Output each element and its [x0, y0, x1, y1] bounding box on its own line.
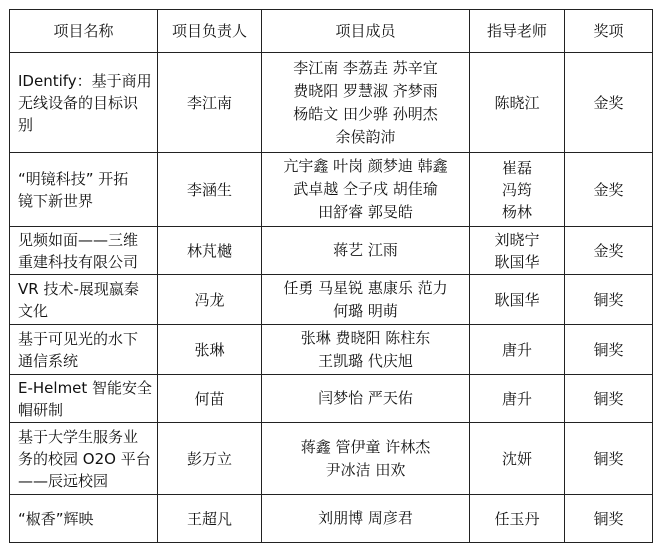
project-members-cell [262, 53, 470, 153]
advisor-cell [470, 325, 565, 375]
table-row [10, 227, 653, 275]
project-name-cell [10, 375, 158, 423]
project-members-cell [262, 275, 470, 325]
table-row [10, 375, 653, 423]
project-name-cell-line: 帽研制 [18, 400, 64, 419]
project-name-cell [10, 275, 158, 325]
award-cell: 金奖 [565, 153, 653, 227]
project-name-cell [10, 325, 158, 375]
project-name-cell-line: 别 [18, 115, 34, 134]
advisor-cell-line: 唐升 [501, 389, 532, 408]
project-name-cell [10, 495, 158, 543]
project-members-cell-line: 张琳 费晓阳 陈柱东 [300, 328, 431, 347]
award-cell: 铜奖 [565, 423, 653, 495]
project-leader-cell: 何苗 [158, 375, 262, 423]
project-members-cell [262, 153, 470, 227]
header-project-leader: 项目负责人 [158, 10, 262, 53]
award-cell: 金奖 [565, 53, 653, 153]
advisor-cell-line: 冯筠 [501, 180, 532, 199]
table-row [10, 275, 653, 325]
project-name-cell-line: 无线设备的目标识 [18, 93, 139, 112]
project-members-cell-line: 蒋艺 江雨 [333, 241, 398, 259]
table-body [10, 53, 653, 543]
project-name-cell-line: “明镜科技” 开拓 [18, 169, 129, 188]
project-members-cell-line: 李江南 李荔垚 苏辛宜 [293, 58, 438, 77]
project-name-cell-line: 文化 [18, 301, 49, 320]
advisor-cell [470, 275, 565, 325]
advisor-cell [470, 375, 565, 423]
project-name-cell-line: VR 技术-展现嬴秦 [18, 279, 139, 298]
project-members-cell-line: 尹冰洁 田欢 [325, 460, 406, 479]
project-members-cell-line: 任勇 马星锐 惠康乐 范力 [283, 278, 448, 297]
project-name-cell-line: 通信系统 [18, 351, 79, 370]
advisor-cell-line: 杨林 [501, 202, 532, 221]
project-members-cell [262, 227, 470, 275]
project-leader-cell: 李涵生 [158, 153, 262, 227]
header-row [10, 10, 653, 53]
header-project-members: 项目成员 [262, 10, 470, 53]
advisor-cell-line: 陈晓江 [494, 93, 540, 112]
project-name-cell-line: 基于可见光的水下 [18, 329, 139, 348]
project-members-cell-line: 杨皓文 田少骅 孙明杰 [293, 104, 438, 123]
project-members-cell-line: 何璐 明萌 [333, 301, 398, 320]
project-members-cell [262, 423, 470, 495]
project-leader-cell: 李江南 [158, 53, 262, 153]
project-members-cell [262, 495, 470, 543]
table-row [10, 53, 653, 153]
award-cell: 铜奖 [565, 375, 653, 423]
project-name-cell-line: 重建科技有限公司 [18, 252, 139, 271]
project-members-cell [262, 325, 470, 375]
advisor-cell [470, 153, 565, 227]
project-members-cell-line: 蒋鑫 管伊童 许林杰 [300, 437, 431, 456]
project-name-cell-line: 镜下新世界 [18, 191, 94, 210]
project-name-cell-line: 见频如面——三维 [18, 230, 139, 249]
advisor-cell [470, 227, 565, 275]
project-name-cell [10, 53, 158, 153]
advisor-cell-line: 任玉丹 [494, 509, 540, 528]
award-cell: 铜奖 [565, 495, 653, 543]
project-members-cell-line: 闫梦怡 严天佑 [318, 389, 413, 407]
project-members-cell-line: 王凯璐 代庆旭 [318, 351, 413, 370]
advisor-cell-line: 唐升 [501, 340, 532, 359]
project-name-cell [10, 153, 158, 227]
header-project-name: 项目名称 [10, 10, 158, 53]
project-leader-cell: 冯龙 [158, 275, 262, 325]
advisor-cell-line: 耿国华 [494, 252, 540, 271]
advisor-cell [470, 53, 565, 153]
project-name-cell-line: ——辰远校园 [18, 471, 109, 490]
header-advisor: 指导老师 [470, 10, 565, 53]
table-row [10, 495, 653, 543]
table-row [10, 423, 653, 495]
advisor-cell [470, 495, 565, 543]
table-row [10, 153, 653, 227]
project-name-cell-line: E-Helmet 智能安全 [18, 378, 153, 397]
project-leader-cell: 林芃樾 [158, 227, 262, 275]
advisor-cell-line: 沈妍 [501, 449, 532, 468]
awards-table [9, 9, 653, 543]
project-name-cell-line: 基于大学生服务业 [18, 427, 139, 446]
project-name-cell [10, 423, 158, 495]
project-name-cell [10, 227, 158, 275]
project-members-cell-line: 亢宇鑫 叶岗 颜梦迪 韩鑫 [283, 157, 448, 175]
project-members-cell-line: 费晓阳 罗慧淑 齐梦雨 [293, 81, 438, 100]
advisor-cell [470, 423, 565, 495]
advisor-cell-line: 耿国华 [494, 290, 540, 309]
project-members-cell-line: 余侯韵沛 [335, 127, 396, 146]
award-cell: 铜奖 [565, 325, 653, 375]
project-leader-cell: 彭万立 [158, 423, 262, 495]
project-leader-cell: 张琳 [158, 325, 262, 375]
project-name-cell-line: “椒香”辉映 [18, 509, 94, 528]
award-cell: 铜奖 [565, 275, 653, 325]
project-name-cell-line: IDentify：基于商用 [18, 71, 152, 90]
project-members-cell [262, 375, 470, 423]
project-members-cell-line: 刘朋博 周彦君 [318, 509, 413, 527]
project-members-cell-line: 田舒睿 郭旻皓 [318, 203, 413, 221]
project-name-cell-line: 务的校园 O2O 平台 [18, 449, 151, 468]
advisor-cell-line: 崔磊 [501, 158, 532, 177]
table-row [10, 325, 653, 375]
award-cell: 金奖 [565, 227, 653, 275]
project-members-cell-line: 武卓越 仝子戌 胡佳瑜 [293, 180, 438, 198]
header-award: 奖项 [565, 10, 653, 53]
advisor-cell-line: 刘晓宁 [494, 230, 540, 249]
project-leader-cell: 王超凡 [158, 495, 262, 543]
